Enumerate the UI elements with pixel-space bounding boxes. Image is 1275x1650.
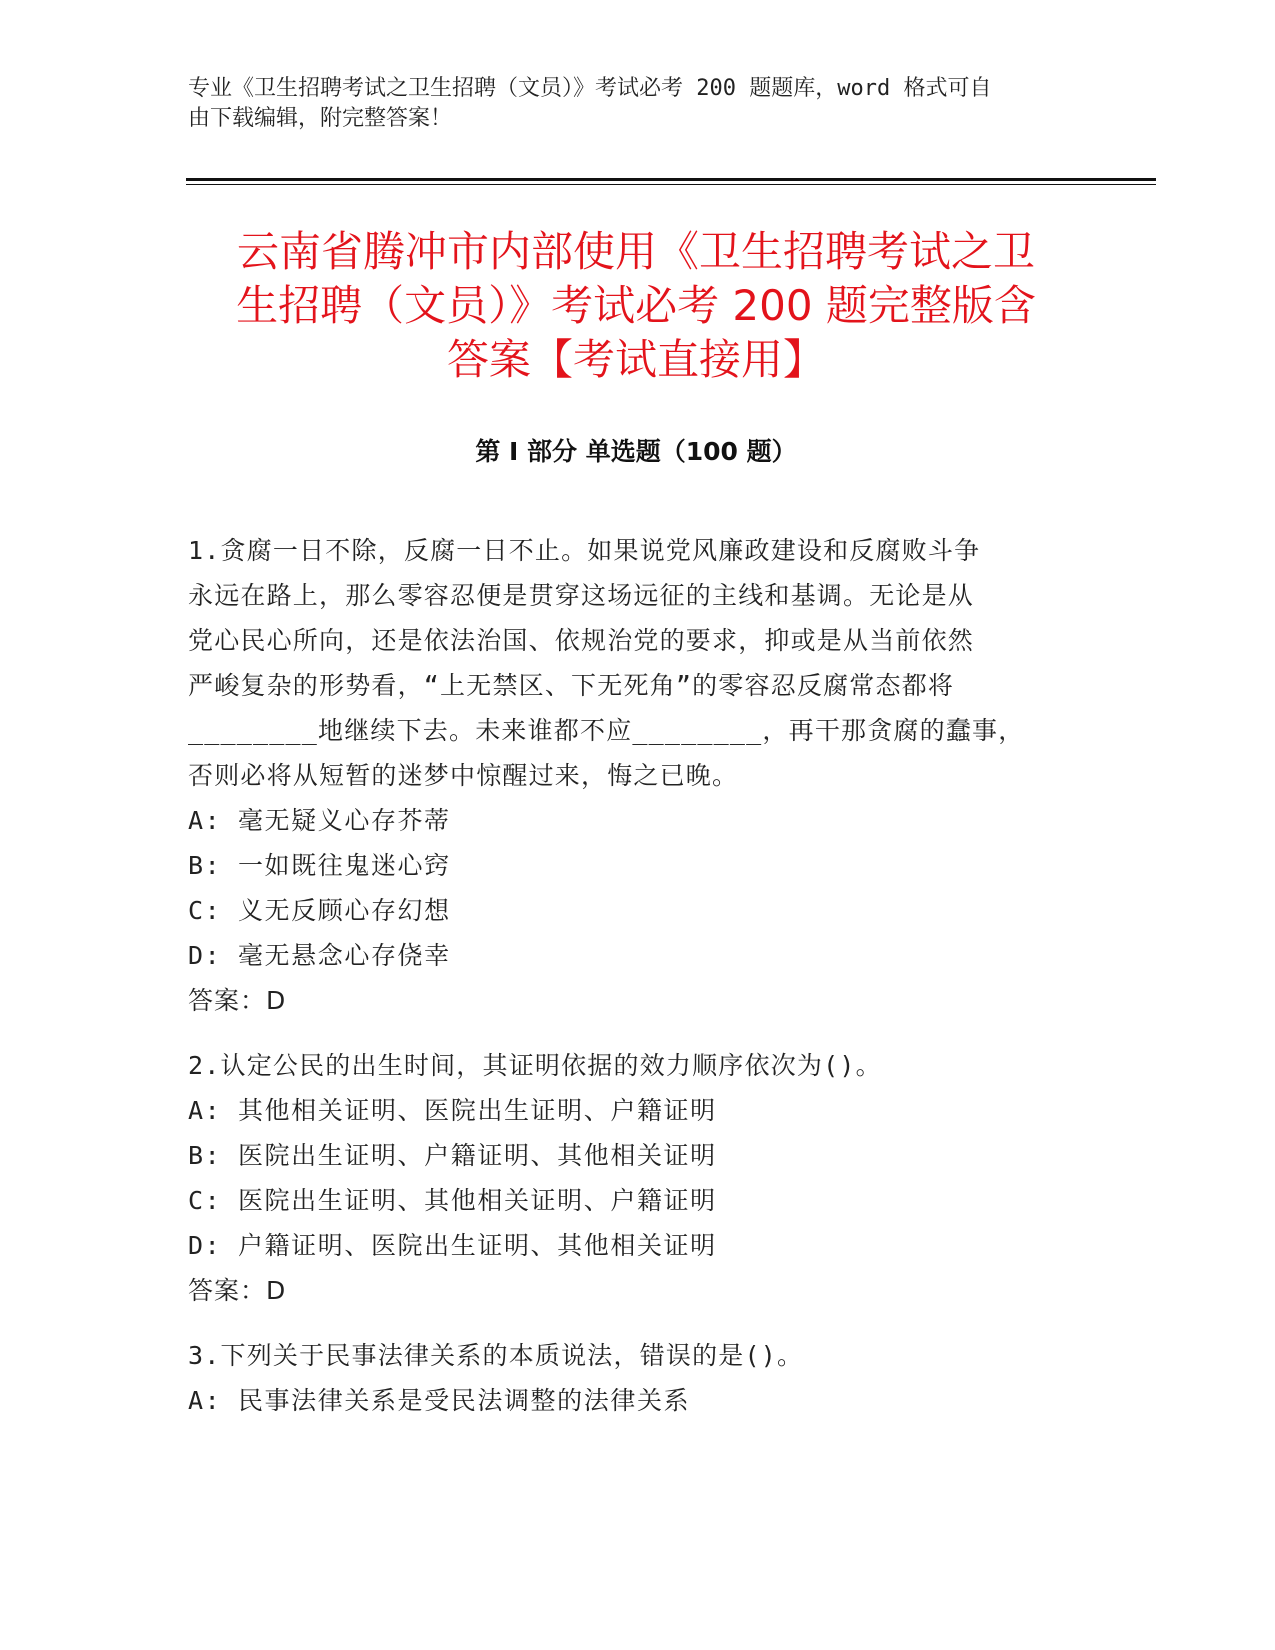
- question-stem-line: 2.认定公民的出生时间，其证明依据的效力顺序依次为()。: [188, 1051, 882, 1080]
- question-stem-line: 党心民心所向，还是依法治国、依规治党的要求，抑或是从当前依然: [188, 626, 975, 655]
- document-title-line: 生招聘（文员）》考试必考 200 题完整版含: [236, 281, 1036, 330]
- option-b: B: 医院出生证明、户籍证明、其他相关证明: [188, 1141, 717, 1170]
- question-2: [188, 1043, 1068, 1313]
- question-stem-line: 否则必将从短暂的迷梦中惊醒过来，悔之已晚。: [188, 761, 739, 790]
- document-title-line: 答案【考试直接用】: [446, 335, 825, 384]
- question-1: [188, 528, 1068, 1023]
- answer-text: 答案：D: [188, 986, 287, 1015]
- document-title: [186, 225, 1086, 387]
- option-a: A: 其他相关证明、医院出生证明、户籍证明: [188, 1096, 717, 1125]
- question-stem-line: 3.下列关于民事法律关系的本质说法，错误的是()。: [188, 1341, 804, 1370]
- question-stem-line: 永远在路上，那么零容忍便是贯穿这场远征的主线和基调。无论是从: [188, 581, 975, 610]
- question-list: [188, 528, 1068, 1443]
- option-d: D: 户籍证明、医院出生证明、其他相关证明: [188, 1231, 717, 1260]
- question-stem-line: ________地继续下去。未来谁都不应________，再干那贪腐的蠢事，: [188, 716, 1025, 745]
- option-a: A: 毫无疑义心存芥蒂: [188, 806, 451, 835]
- header-rule-thick: [186, 178, 1156, 181]
- question-3: [188, 1333, 1068, 1423]
- question-stem-line: 严峻复杂的形势看，“上无禁区、下无死角”的零容忍反腐常态都将: [188, 671, 955, 700]
- document-title-line: 云南省腾冲市内部使用《卫生招聘考试之卫: [236, 227, 1035, 276]
- option-d: D: 毫无悬念心存侥幸: [188, 941, 451, 970]
- option-a: A: 民事法律关系是受民法调整的法律关系: [188, 1386, 691, 1415]
- question-stem-line: 1.贪腐一日不除，反腐一日不止。如果说党风廉政建设和反腐败斗争: [188, 536, 981, 565]
- header-note-line: 专业《卫生招聘考试之卫生招聘（文员）》考试必考 200 题题库，word 格式可自: [188, 76, 992, 101]
- answer-text: 答案：D: [188, 1276, 287, 1305]
- header-rule-thin: [186, 184, 1156, 185]
- header-note: [188, 74, 1068, 134]
- header-note-line: 由下载编辑，附完整答案！: [188, 106, 453, 131]
- option-c: C: 医院出生证明、其他相关证明、户籍证明: [188, 1186, 717, 1215]
- option-b: B: 一如既往鬼迷心窍: [188, 851, 451, 880]
- section-title: 第 I 部分 单选题（100 题）: [475, 437, 797, 466]
- option-c: C: 义无反顾心存幻想: [188, 896, 451, 925]
